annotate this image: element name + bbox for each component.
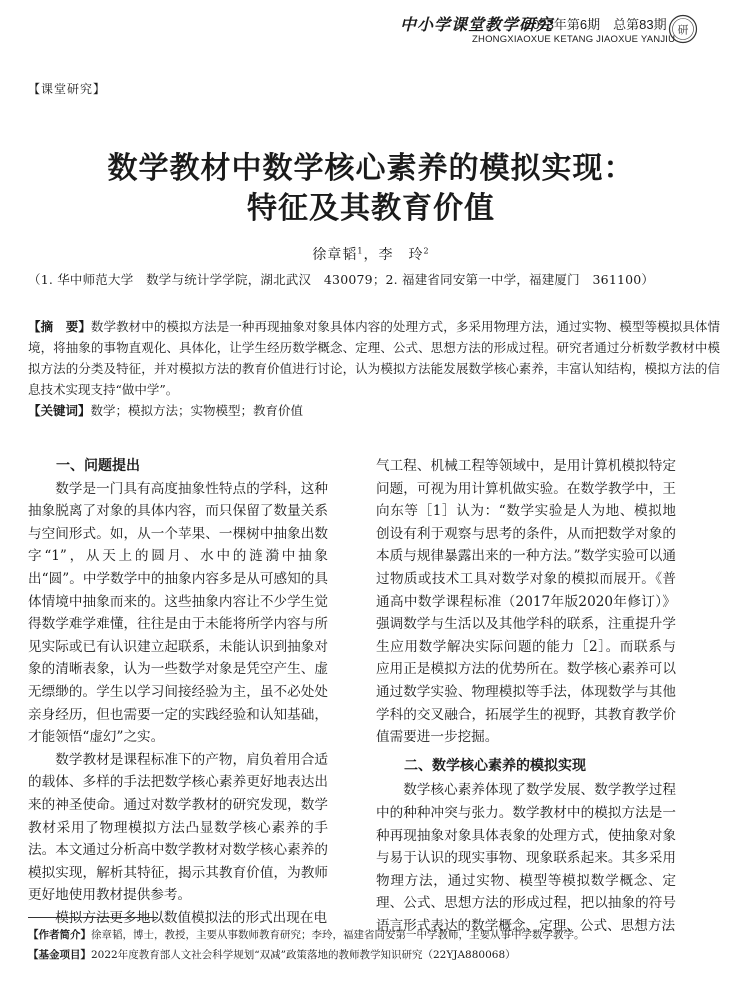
paragraph: 数学核心素养体现了数学发展、数学教学过程中的种种冲突与张力。数学教材中的模拟方法是一种再现抽象对象具体表象的处理方式，使抽象对象与易于认识的现实事物、现象联系起来。其多采用物理方法，通过实物、模型等模拟数学概念、定理、公式、思想方法的形成过程，把以抽象的符号语言形式表达的数学概念、定理、公式、思想方法: [376, 782, 676, 934]
section-tag: 【课堂研究】: [28, 82, 107, 96]
right-column: [376, 455, 676, 937]
journal-pinyin: ZHONGXIAOXUE KETANG JIAOXUE YANJIU: [472, 34, 676, 45]
author-bio-text: 徐章韬，博士，教授，主要从事数师教育研究；李玲，福建省同安第一中学教师，主要从事中学数学教学。: [91, 929, 585, 941]
section-heading: 二、数学核心素养的模拟实现: [404, 757, 586, 774]
journal-title: 中小学课堂教学研究: [400, 15, 554, 34]
authors: [0, 244, 742, 264]
journal-logo-icon: [668, 14, 698, 44]
author-bio-footnote: [28, 926, 728, 944]
funding-footnote: [28, 946, 728, 964]
page-header: [0, 0, 742, 58]
author-affil-mark: 2: [423, 246, 430, 256]
issue-info: 2023年第6期 总第83期: [525, 17, 667, 32]
funding-text: 2022年度教育部人文社会科学规划“双减”政策落地的教师教学知识研究（22YJA880068）: [91, 949, 516, 961]
svg-text:研: 研: [677, 23, 689, 37]
author-name: 徐章韬: [312, 247, 358, 263]
author-bio-label: 【作者简介】: [28, 929, 91, 941]
affiliation: （1. 华中师范大学 数学与统计学学院，湖北武汉 430079；2. 福建省同安第一中学，福建厦门 361100）: [28, 272, 655, 287]
abstract-label: 【摘 要】: [28, 319, 91, 334]
author-separator: ，: [363, 247, 379, 263]
paragraph: 数学教材是课程标准下的产物，肩负着用合适的载体、多样的手法把数学核心素养更好地表达出来的神圣使命。通过对数学教材的研究发现，数学教材采用了物理模拟方法凸显数学核心素养的手法。本文通过分析高中数学教材对数学核心素养的模拟实现，解析其特征，揭示其教育价值，为教师更好地使用教材提供参考。: [28, 751, 328, 904]
article-title-line2: 特征及其教育价值: [247, 191, 495, 226]
section-heading: 一、问题提出: [56, 458, 140, 474]
funding-label: 【基金项目】: [28, 949, 91, 961]
article-title-line1: 数学教材中数学核心素养的模拟实现：: [107, 151, 635, 186]
keywords: [28, 400, 720, 421]
abstract: [28, 316, 720, 400]
paragraph: 模拟方法更多地以数值模拟法的形式出现在电: [55, 909, 328, 926]
keywords-label: 【关键词】: [28, 403, 91, 418]
keywords-text: 数学；模拟方法；实物模型；教育价值: [90, 403, 304, 418]
paragraph: 气工程、机械工程等领域中，是用计算机模拟特定问题，可视为用计算机做实验。在数学教学中，王向东等［1］认为：“数学实验是人为地、模拟地创设有利于观察与思考的条件，从而把数学对象的本质与规律暴露出来的一种方法。”数学实验可以通过物质或技术工具对数学对象的模拟而展开。《普通高中数学课程标准（2017年版2020年修订）》强调数学与生活以及其他学科的联系，注重提升学生应用数学解决实际问题的能力［2］。而联系与应用正是模拟方法的优势所在。数学核心素养可以通过数学实验、物理模拟等手法，体现数学与其他学科的交叉融合，拓展学生的视野，其教育教学价值需要进一步挖掘。: [376, 458, 676, 746]
footnote-divider: [28, 917, 158, 918]
author-name: 李 玲: [378, 247, 424, 263]
paragraph: 数学是一门具有高度抽象性特点的学科，这种抽象脱离了对象的具体内容，而只保留了数量关系与空间形式。如，从一个苹果、一棵树中抽象出数字“1”，从天上的圆月、水中的涟漪中抽象出“圆”。中学数学中的抽象内容多是从可感知的具体情境中抽象而来的。这些抽象内容让不少学生觉得数学难学难懂，往往是由于未能将所学内容与所见实际或已有认识建立起联系，未能认识到抽象对象的清晰表象，认为一些数学对象是凭空产生、虚无缥缈的。学生以学习间接经验为主，虽不必处处亲身经历，但也需要一定的实践经验和认知基础，才能领悟“虚幻”之实。: [28, 480, 328, 746]
author-affil-mark: 1: [357, 246, 364, 256]
abstract-text: 数学教材中的模拟方法是一种再现抽象对象具体内容的处理方式，多采用物理方法，通过实物、模型等模拟具体情境，将抽象的事物直观化、具体化，让学生经历数学概念、定理、公式、思想方法的形成过程。研究者通过分析数学教材中模拟方法的分类及特征，并对模拟方法的教育价值进行讨论，认为模拟方法能发展数学核心素养，丰富认知结构，模拟方法的信息技术实现支持“做中学”。: [28, 319, 720, 397]
left-column: [28, 455, 328, 929]
